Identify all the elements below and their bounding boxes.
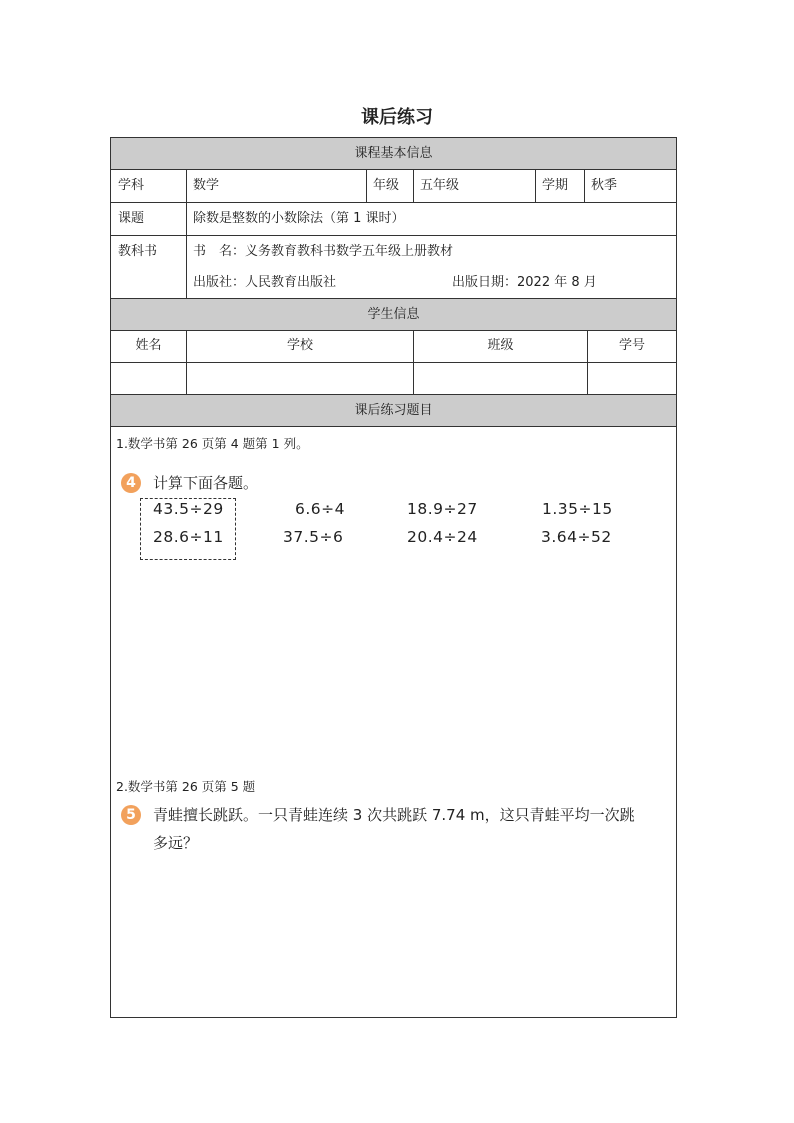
question-1-label: 1.数学书第 26 页第 4 题第 1 列。 (116, 436, 309, 451)
grade-value: 五年级 (420, 178, 460, 193)
rule (110, 298, 677, 299)
rule (110, 202, 677, 203)
page-title: 课后练习 (361, 107, 433, 128)
expression: 20.4÷24 (407, 528, 478, 546)
textbook-label: 教科书 (118, 244, 158, 259)
section-exercises: 课后练习题目 (111, 395, 676, 426)
book-name: 书 名：义务教育教科书数学五年级上册教材 (193, 244, 454, 259)
expression: 6.6÷4 (295, 500, 345, 518)
rule (186, 169, 187, 298)
pub-date: 出版日期：2022 年 8 月 (452, 275, 597, 290)
rule (110, 362, 677, 363)
question-2-text-line-1: 青蛙擅长跳跃。一只青蛙连续 3 次共跳跃 7.74 m，这只青蛙平均一次跳 (153, 806, 635, 824)
rule (110, 426, 677, 427)
question-1-instruction: 计算下面各题。 (153, 474, 259, 492)
rule (535, 169, 536, 202)
subject-value: 数学 (193, 178, 220, 193)
section-student-info: 学生信息 (111, 299, 676, 330)
rule (413, 169, 414, 202)
rule (110, 330, 677, 331)
rule (366, 169, 367, 202)
topic-label: 课题 (118, 211, 145, 226)
worksheet-table (110, 137, 677, 1018)
expression: 37.5÷6 (283, 528, 344, 546)
problem-number-badge: 5 (121, 805, 141, 825)
expression: 3.64÷52 (541, 528, 612, 546)
term-label: 学期 (542, 178, 569, 193)
rule (110, 394, 677, 395)
problem-number-badge: 4 (121, 473, 141, 493)
expression: 1.35÷15 (542, 500, 613, 518)
expression: 28.6÷11 (153, 528, 224, 546)
topic-value: 除数是整数的小数除法（第 1 课时） (193, 211, 405, 226)
grade-label: 年级 (373, 178, 400, 193)
expression: 43.5÷29 (153, 500, 224, 518)
student-header-class: 班级 (487, 338, 514, 353)
question-2-label: 2.数学书第 26 页第 5 题 (116, 779, 256, 794)
student-header-name: 姓名 (135, 338, 162, 353)
section-course-info: 课程基本信息 (111, 138, 676, 169)
student-header-id: 学号 (618, 338, 645, 353)
rule (110, 235, 677, 236)
question-2-text-line-2: 多远？ (153, 834, 199, 852)
subject-label: 学科 (118, 178, 145, 193)
term-value: 秋季 (591, 178, 618, 193)
rule (110, 169, 677, 170)
publisher: 出版社：人民教育出版社 (193, 275, 337, 290)
expression: 18.9÷27 (407, 500, 478, 518)
student-header-school: 学校 (286, 338, 313, 353)
rule (584, 169, 585, 202)
